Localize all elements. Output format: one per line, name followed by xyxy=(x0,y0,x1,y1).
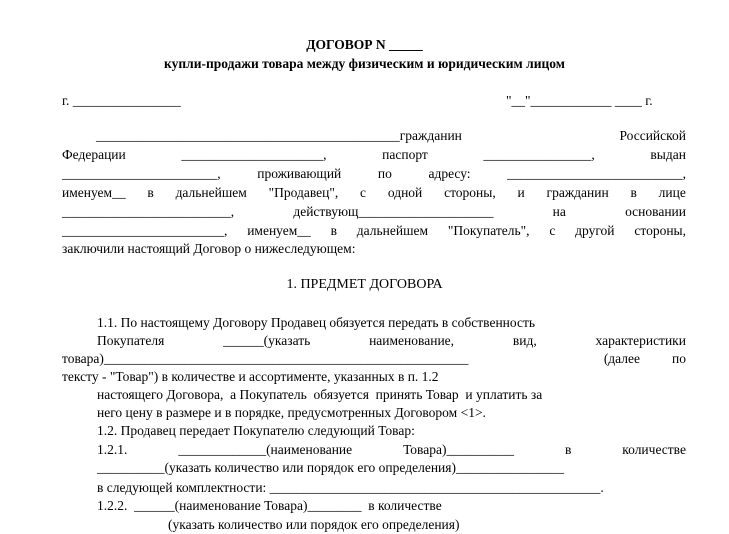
section-1-title: 1. ПРЕДМЕТ ДОГОВОРА xyxy=(286,277,443,292)
clause-1-1-line-1: 1.1. По настоящему Договору Продавец обязуется передать в собственность xyxy=(97,315,536,330)
preamble-line-3: _______________________, проживающий по адресу: __________________________, xyxy=(62,166,686,181)
clause-1-1-line-3: товара)______________________________________________________ (далее по xyxy=(62,351,686,366)
preamble-line-5: _________________________, действующ____________________ на основании xyxy=(62,204,686,219)
preamble-line-1: _____________________________________________гражданин Российской xyxy=(96,128,686,143)
preamble-line-4: именуем__ в дальнейшем "Продавец", с одной стороны, и гражданин в лице xyxy=(62,185,686,200)
place-field: г. ________________ xyxy=(62,93,181,108)
contract-subtitle: купли-продажи товара между физическим и юридическим лицом xyxy=(164,56,565,71)
preamble-line-7: заключили настоящий Договор о нижеследующем: xyxy=(62,241,356,256)
clause-1-2-2-line-1: 1.2.2. ______(наименование Товара)________ в количестве xyxy=(97,498,442,513)
clause-1-2-1-line-1: 1.2.1. _____________(наименование Товара)__________ в количестве xyxy=(97,442,686,457)
clause-1-2-1-line-3: в следующей комплектности: _________________________________________________. xyxy=(97,480,604,495)
clause-1-2-line-1: 1.2. Продавец передает Покупателю следующий Товар: xyxy=(97,423,415,438)
preamble-line-2: Федерации _____________________, паспорт ________________, выдан xyxy=(62,147,686,162)
contract-title: ДОГОВОР N _____ xyxy=(306,37,423,52)
clause-1-2-1-line-2: __________(указать количество или порядок его определения)________________ xyxy=(97,460,564,475)
clause-1-1-line-5: настоящего Договора, а Покупатель обязуется принять Товар и уплатить за xyxy=(97,387,543,402)
preamble-line-6: ________________________, именуем__ в дальнейшем "Покупатель", с другой стороны, xyxy=(62,223,686,238)
date-field: "__"____________ ____ г. xyxy=(506,93,653,108)
clause-1-1-line-4: тексту - "Товар") в количестве и ассортименте, указанных в п. 1.2 xyxy=(62,369,439,384)
clause-1-1-line-6: него цену в размере и в порядке, предусмотренных Договором <1>. xyxy=(97,405,486,420)
clause-1-2-2-line-2: (указать количество или порядок его определения) xyxy=(168,517,460,532)
clause-1-1-line-2: Покупателя ______(указать наименование, вид, характеристики xyxy=(97,333,686,348)
